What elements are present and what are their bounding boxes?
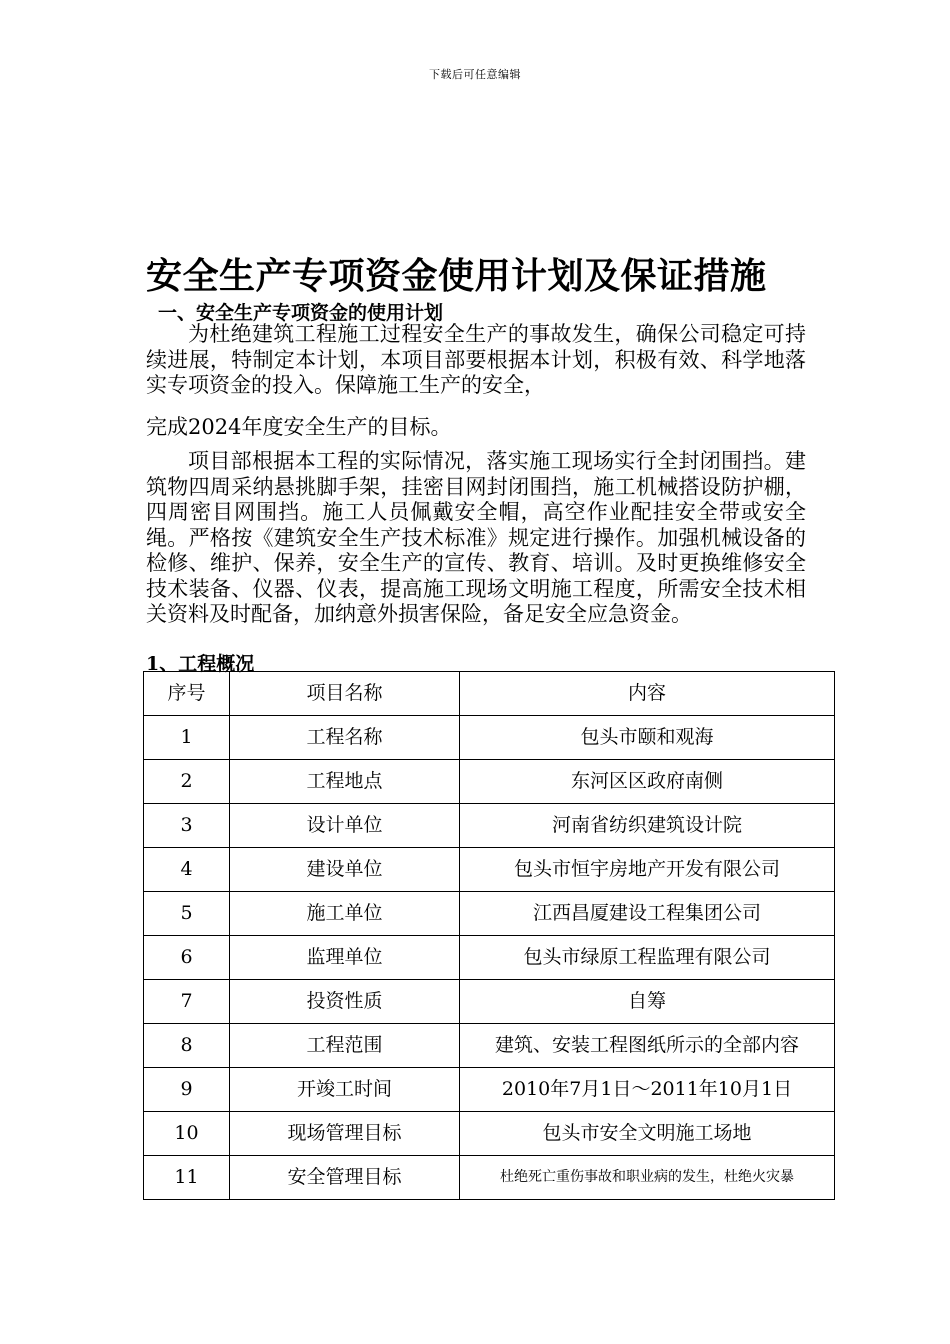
project-overview-table	[143, 671, 835, 1200]
cell-content: 包头市颐和观海	[460, 716, 835, 760]
cell-seq: 11	[144, 1156, 230, 1200]
cell-seq: 1	[144, 716, 230, 760]
header-note: 下载后可任意编辑	[429, 68, 521, 81]
cell-item-name: 监理单位	[230, 936, 460, 980]
table-row	[144, 848, 835, 892]
cell-item-name: 工程名称	[230, 716, 460, 760]
cell-item-name: 设计单位	[230, 804, 460, 848]
cell-item-name: 开竣工时间	[230, 1068, 460, 1112]
cell-seq: 9	[144, 1068, 230, 1112]
cell-seq: 10	[144, 1112, 230, 1156]
cell-item-name: 工程地点	[230, 760, 460, 804]
cell-content: 包头市安全文明施工场地	[460, 1112, 835, 1156]
cell-item-name: 施工单位	[230, 892, 460, 936]
cell-content: 河南省纺织建筑设计院	[460, 804, 835, 848]
paragraph-measures: 项目部根据本工程的实际情况，落实施工现场实行全封闭围挡。建筑物四周采纳悬挑脚手架，挂密目网封闭围挡，施工机械搭设防护棚，四周密目网围挡。施工人员佩戴安全帽，高空作业配挂安全带或安全绳。严格按《建筑安全生产技术标准》规定进行操作。加强机械设备的检修、维护、保养，安全生产的宣传、教育、培训。及时更换维修安全技术装备、仪器、仪表，提高施工现场文明施工程度，所需安全技术相关资料及时配备，加纳意外损害保险，备足安全应急资金。	[146, 449, 806, 626]
cell-content: 杜绝死亡重伤事故和职业病的发生，杜绝火灾暴	[460, 1156, 835, 1200]
header-content: 内容	[460, 672, 835, 716]
cell-content: 2010年7月1日～2011年10月1日	[460, 1068, 835, 1112]
cell-seq: 4	[144, 848, 230, 892]
document-title: 安全生产专项资金使用计划及保证措施	[146, 255, 767, 297]
cell-content: 江西昌厦建设工程集团公司	[460, 892, 835, 936]
header-seq: 序号	[144, 672, 230, 716]
cell-content: 东河区区政府南侧	[460, 760, 835, 804]
table-row	[144, 980, 835, 1024]
table-row	[144, 936, 835, 980]
cell-item-name: 投资性质	[230, 980, 460, 1024]
cell-item-name: 建设单位	[230, 848, 460, 892]
cell-item-name: 工程范围	[230, 1024, 460, 1068]
table-row	[144, 1156, 835, 1200]
cell-content: 包头市绿原工程监理有限公司	[460, 936, 835, 980]
table-row	[144, 804, 835, 848]
table-row	[144, 1068, 835, 1112]
cell-seq: 3	[144, 804, 230, 848]
cell-seq: 8	[144, 1024, 230, 1068]
table-row	[144, 1024, 835, 1068]
table-row	[144, 716, 835, 760]
paragraph-intro: 为杜绝建筑工程施工过程安全生产的事故发生，确保公司稳定可持续进展，特制定本计划，本项目部要根据本计划，积极有效、科学地落实专项资金的投入。保障施工生产的安全，	[146, 322, 806, 397]
cell-seq: 7	[144, 980, 230, 1024]
table-header-row	[144, 672, 835, 716]
cell-item-name: 现场管理目标	[230, 1112, 460, 1156]
paragraph-intro-last-line: 完成2024年度安全生产的目标。	[146, 415, 452, 439]
table-row	[144, 1112, 835, 1156]
cell-item-name: 安全管理目标	[230, 1156, 460, 1200]
cell-seq: 5	[144, 892, 230, 936]
cell-content: 建筑、安装工程图纸所示的全部内容	[460, 1024, 835, 1068]
table-row	[144, 892, 835, 936]
cell-seq: 2	[144, 760, 230, 804]
header-item-name: 项目名称	[230, 672, 460, 716]
cell-seq: 6	[144, 936, 230, 980]
section-heading: 一、安全生产专项资金的使用计划	[158, 302, 444, 324]
sub-heading-overview: 1、工程概况	[146, 653, 255, 675]
cell-content: 自筹	[460, 980, 835, 1024]
cell-content: 包头市恒宇房地产开发有限公司	[460, 848, 835, 892]
table-row	[144, 760, 835, 804]
